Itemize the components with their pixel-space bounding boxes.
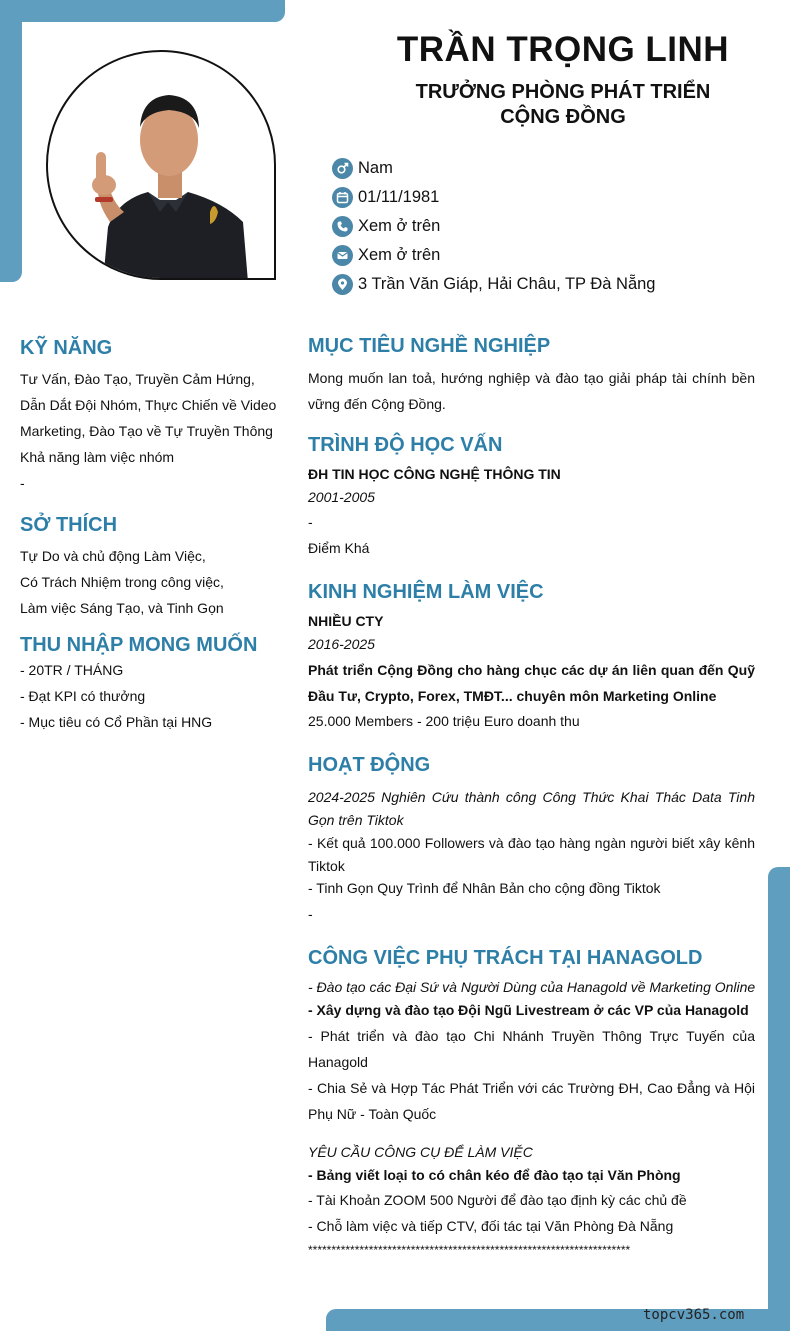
responsibility-item: - Đào tạo các Đại Sứ và Người Dùng của Hanagold về Marketing Online (308, 979, 756, 995)
hobbies-line: Tự Do và chủ động Làm Việc, (20, 548, 206, 564)
calendar-icon (332, 187, 353, 208)
skills-line: Dẫn Dắt Đội Nhóm, Thực Chiến về Video (20, 397, 277, 413)
contact-info-list (332, 154, 772, 299)
objective-heading: MỤC TIÊU NGHỀ NGHIỆP (308, 335, 551, 357)
candidate-name: TRẦN TRỌNG LINH (396, 30, 730, 69)
gender-icon (332, 158, 353, 179)
address-row (332, 270, 772, 299)
birthdate-row (332, 183, 772, 212)
experience-company: NHIỀU CTY (308, 613, 384, 629)
responsibilities-heading: CÔNG VIỆC PHỤ TRÁCH TẠI HANAGOLD (308, 947, 703, 969)
profile-photo (46, 50, 276, 280)
income-heading: THU NHẬP MONG MUỐN (20, 634, 258, 656)
phone-row (332, 212, 772, 241)
objective-text: Mong muốn lan toả, hướng nghiệp và đào tạo giải pháp tài chính bền vững đến Cộng Đồng. (308, 370, 755, 412)
responsibility-item: - Phát triển và đào tạo Chi Nhánh Truyền Thông Trực Tuyến của Hanagold (308, 1028, 755, 1070)
activities-heading: HOẠT ĐỘNG (308, 754, 431, 776)
requirement-item: - Bảng viết loại to có chân kéo để đào tạo tại Văn Phòng (308, 1167, 681, 1183)
activities-line: - Tinh Gọn Quy Trình để Nhân Bản cho cộng đồng Tiktok (308, 880, 661, 896)
birthdate-value: 01/11/1981 (358, 188, 440, 206)
education-period: 2001-2005 (308, 489, 375, 505)
requirement-item: - Chỗ làm việc và tiếp CTV, đối tác tại Văn Phòng Đà Nẵng (308, 1218, 674, 1234)
gender-value: Nam (358, 159, 393, 177)
hobbies-line: Có Trách Nhiệm trong công việc, (20, 574, 224, 590)
skills-line: Marketing, Đào Tạo về Tự Truyền Thông (20, 423, 273, 439)
education-dash: - (308, 514, 313, 530)
email-value: Xem ở trên (358, 246, 441, 264)
location-pin-icon (332, 274, 353, 295)
education-school: ĐH TIN HỌC CÔNG NGHỆ THÔNG TIN (308, 466, 561, 482)
phone-value: Xem ở trên (358, 217, 441, 235)
skills-line: Tư Vấn, Đào Tạo, Truyền Cảm Hứng, (20, 371, 255, 387)
job-title: TRƯỞNG PHÒNG PHÁT TRIỂN CỘNG ĐỒNG (415, 81, 711, 128)
decorative-left-bar (0, 0, 22, 282)
skills-line: Khả năng làm việc nhóm (20, 449, 175, 465)
email-icon (332, 245, 353, 266)
experience-heading: KINH NGHIỆM LÀM VIỆC (308, 581, 544, 603)
requirements-heading: YÊU CẦU CÔNG CỤ ĐỂ LÀM VIỆC (308, 1144, 533, 1160)
skills-line: - (20, 475, 25, 491)
email-row (332, 241, 772, 270)
responsibility-item: - Xây dựng và đào tạo Đội Ngũ Livestream ở các VP của Hanagold (308, 1002, 749, 1018)
decorative-right-bar (768, 867, 790, 1331)
hobbies-line: Làm việc Sáng Tạo, và Tinh Gọn (20, 600, 224, 616)
skills-heading: KỸ NĂNG (20, 337, 113, 359)
phone-icon (332, 216, 353, 237)
requirement-item: - Tài Khoản ZOOM 500 Người để đào tạo định kỳ các chủ đề (308, 1192, 687, 1208)
income-line: - 20TR / THÁNG (20, 662, 124, 678)
income-line: - Mục tiêu có Cổ Phần tại HNG (20, 714, 213, 730)
separator-stars: ********************************************************************* (308, 1243, 631, 1257)
hobbies-heading: SỞ THÍCH (20, 514, 118, 536)
activities-line: - Kết quả 100.000 Followers và đào tạo hàng ngàn người biết xây kênh Tiktok (308, 835, 755, 874)
gender-row (332, 154, 772, 183)
experience-description: Phát triển Cộng Đồng cho hàng chục các dự án liên quan đến Quỹ Đầu Tư, Crypto, Forex, TMĐT... chuyên môn Marketing Online (308, 662, 755, 704)
activities-line: - (308, 906, 313, 922)
activities-line: 2024-2025 Nghiên Cứu thành công Công Thức Khai Thác Data Tinh Gọn trên Tiktok (308, 789, 755, 828)
education-grade: Điểm Khá (308, 540, 370, 556)
experience-result: 25.000 Members - 200 triệu Euro doanh thu (308, 713, 580, 729)
watermark: topcv365.com (643, 1307, 745, 1323)
income-line: - Đạt KPI có thưởng (20, 688, 146, 704)
experience-period: 2016-2025 (308, 636, 375, 652)
address-value: 3 Trần Văn Giáp, Hải Châu, TP Đà Nẵng (358, 275, 656, 293)
decorative-top-bar (0, 0, 285, 22)
responsibility-item: - Chia Sẻ và Hợp Tác Phát Triển với các Trường ĐH, Cao Đẳng và Hội Phụ Nữ - Toàn Quốc (308, 1080, 755, 1122)
education-heading: TRÌNH ĐỘ HỌC VẤN (308, 434, 503, 456)
